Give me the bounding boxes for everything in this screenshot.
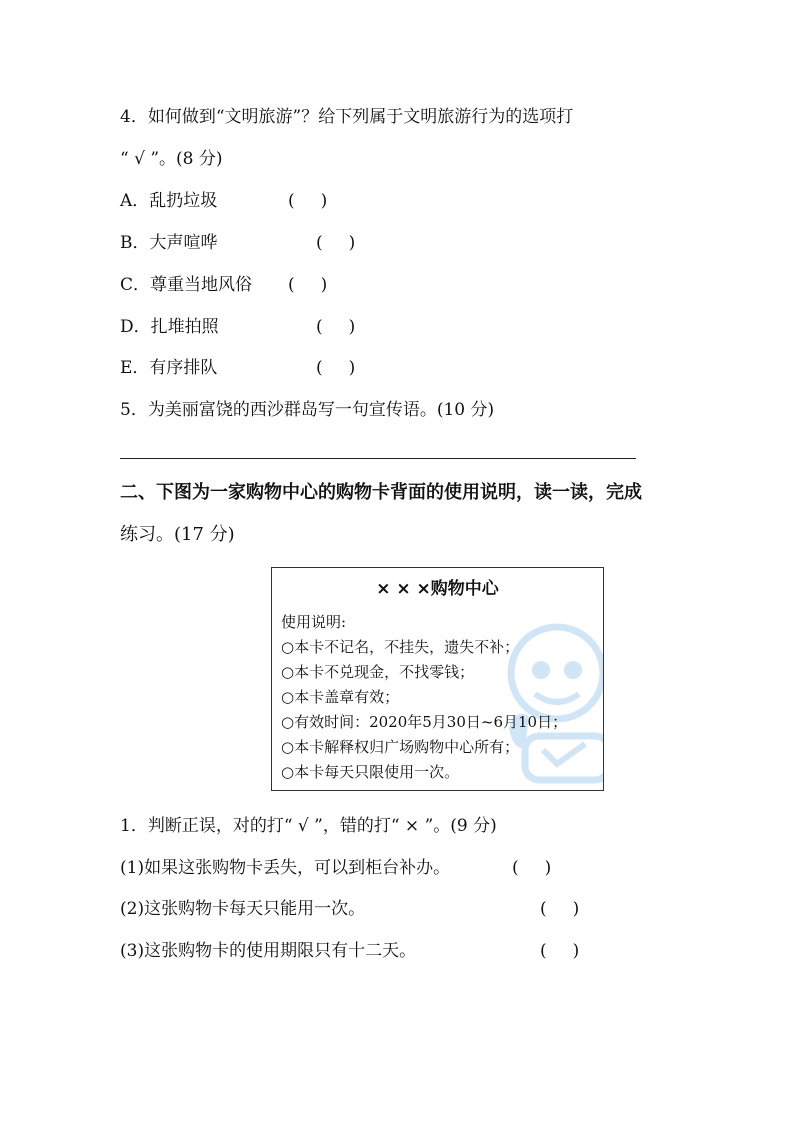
q4-option-d-answer-box[interactable]: ( ) [316, 317, 356, 337]
s2q1-item-2: (2)这张购物卡每天只能用一次。 [120, 899, 366, 919]
q4-option-b: B．大声喧哗 [120, 233, 218, 253]
q4-prompt-line2: “ √ ”。(8 分) [120, 149, 223, 169]
section2-title-line2: 练习。(17 分) [120, 524, 235, 545]
shopping-card [271, 567, 604, 791]
q4-option-d: D．扎堆拍照 [120, 317, 219, 337]
q4-option-c: C．尊重当地风俗 [120, 275, 253, 295]
s2q1-prompt: 1．判断正误，对的打“ √ ”，错的打“ × ”。(9 分) [120, 816, 497, 836]
card-item-3: ○本卡盖章有效； [281, 688, 400, 706]
q4-option-c-answer-box[interactable]: ( ) [288, 275, 328, 295]
q4-option-b-answer-box[interactable]: ( ) [316, 233, 356, 253]
q4-option-e: E．有序排队 [120, 358, 218, 378]
card-heading: 使用说明: [281, 613, 347, 631]
section2-title-line1: 二、下图为一家购物中心的购物卡背面的使用说明，读一读，完成 [120, 482, 642, 503]
q4-prompt-line1: 4．如何做到“文明旅游”？给下列属于文明旅游行为的选项打 [120, 107, 574, 127]
s2q1-item-1: (1)如果这张购物卡丢失，可以到柜台补办。 [120, 858, 451, 878]
card-item-2: ○本卡不兑现金，不找零钱； [281, 663, 475, 681]
q4-option-a: A．乱扔垃圾 [120, 191, 218, 211]
q4-option-e-answer-box[interactable]: ( ) [316, 358, 356, 378]
card-item-6: ○本卡每天只限使用一次。 [281, 763, 460, 781]
s2q1-item-2-answer-box[interactable]: ( ) [540, 899, 580, 919]
q5-prompt: 5．为美丽富饶的西沙群岛写一句宣传语。(10 分) [120, 400, 495, 420]
q4-option-a-answer-box[interactable]: ( ) [288, 191, 328, 211]
q5-answer-line[interactable] [120, 458, 636, 459]
s2q1-item-1-answer-box[interactable]: ( ) [512, 858, 552, 878]
card-item-5: ○本卡解释权归广场购物中心所有； [281, 738, 520, 756]
s2q1-item-3: (3)这张购物卡的使用期限只有十二天。 [120, 941, 417, 961]
card-item-1: ○本卡不记名，不挂失，遗失不补； [281, 638, 520, 656]
s2q1-item-3-answer-box[interactable]: ( ) [540, 941, 580, 961]
card-item-4: ○有效时间：2020年5月30日~6月10日； [281, 713, 568, 731]
card-title: × × ×购物中心 [376, 579, 499, 599]
